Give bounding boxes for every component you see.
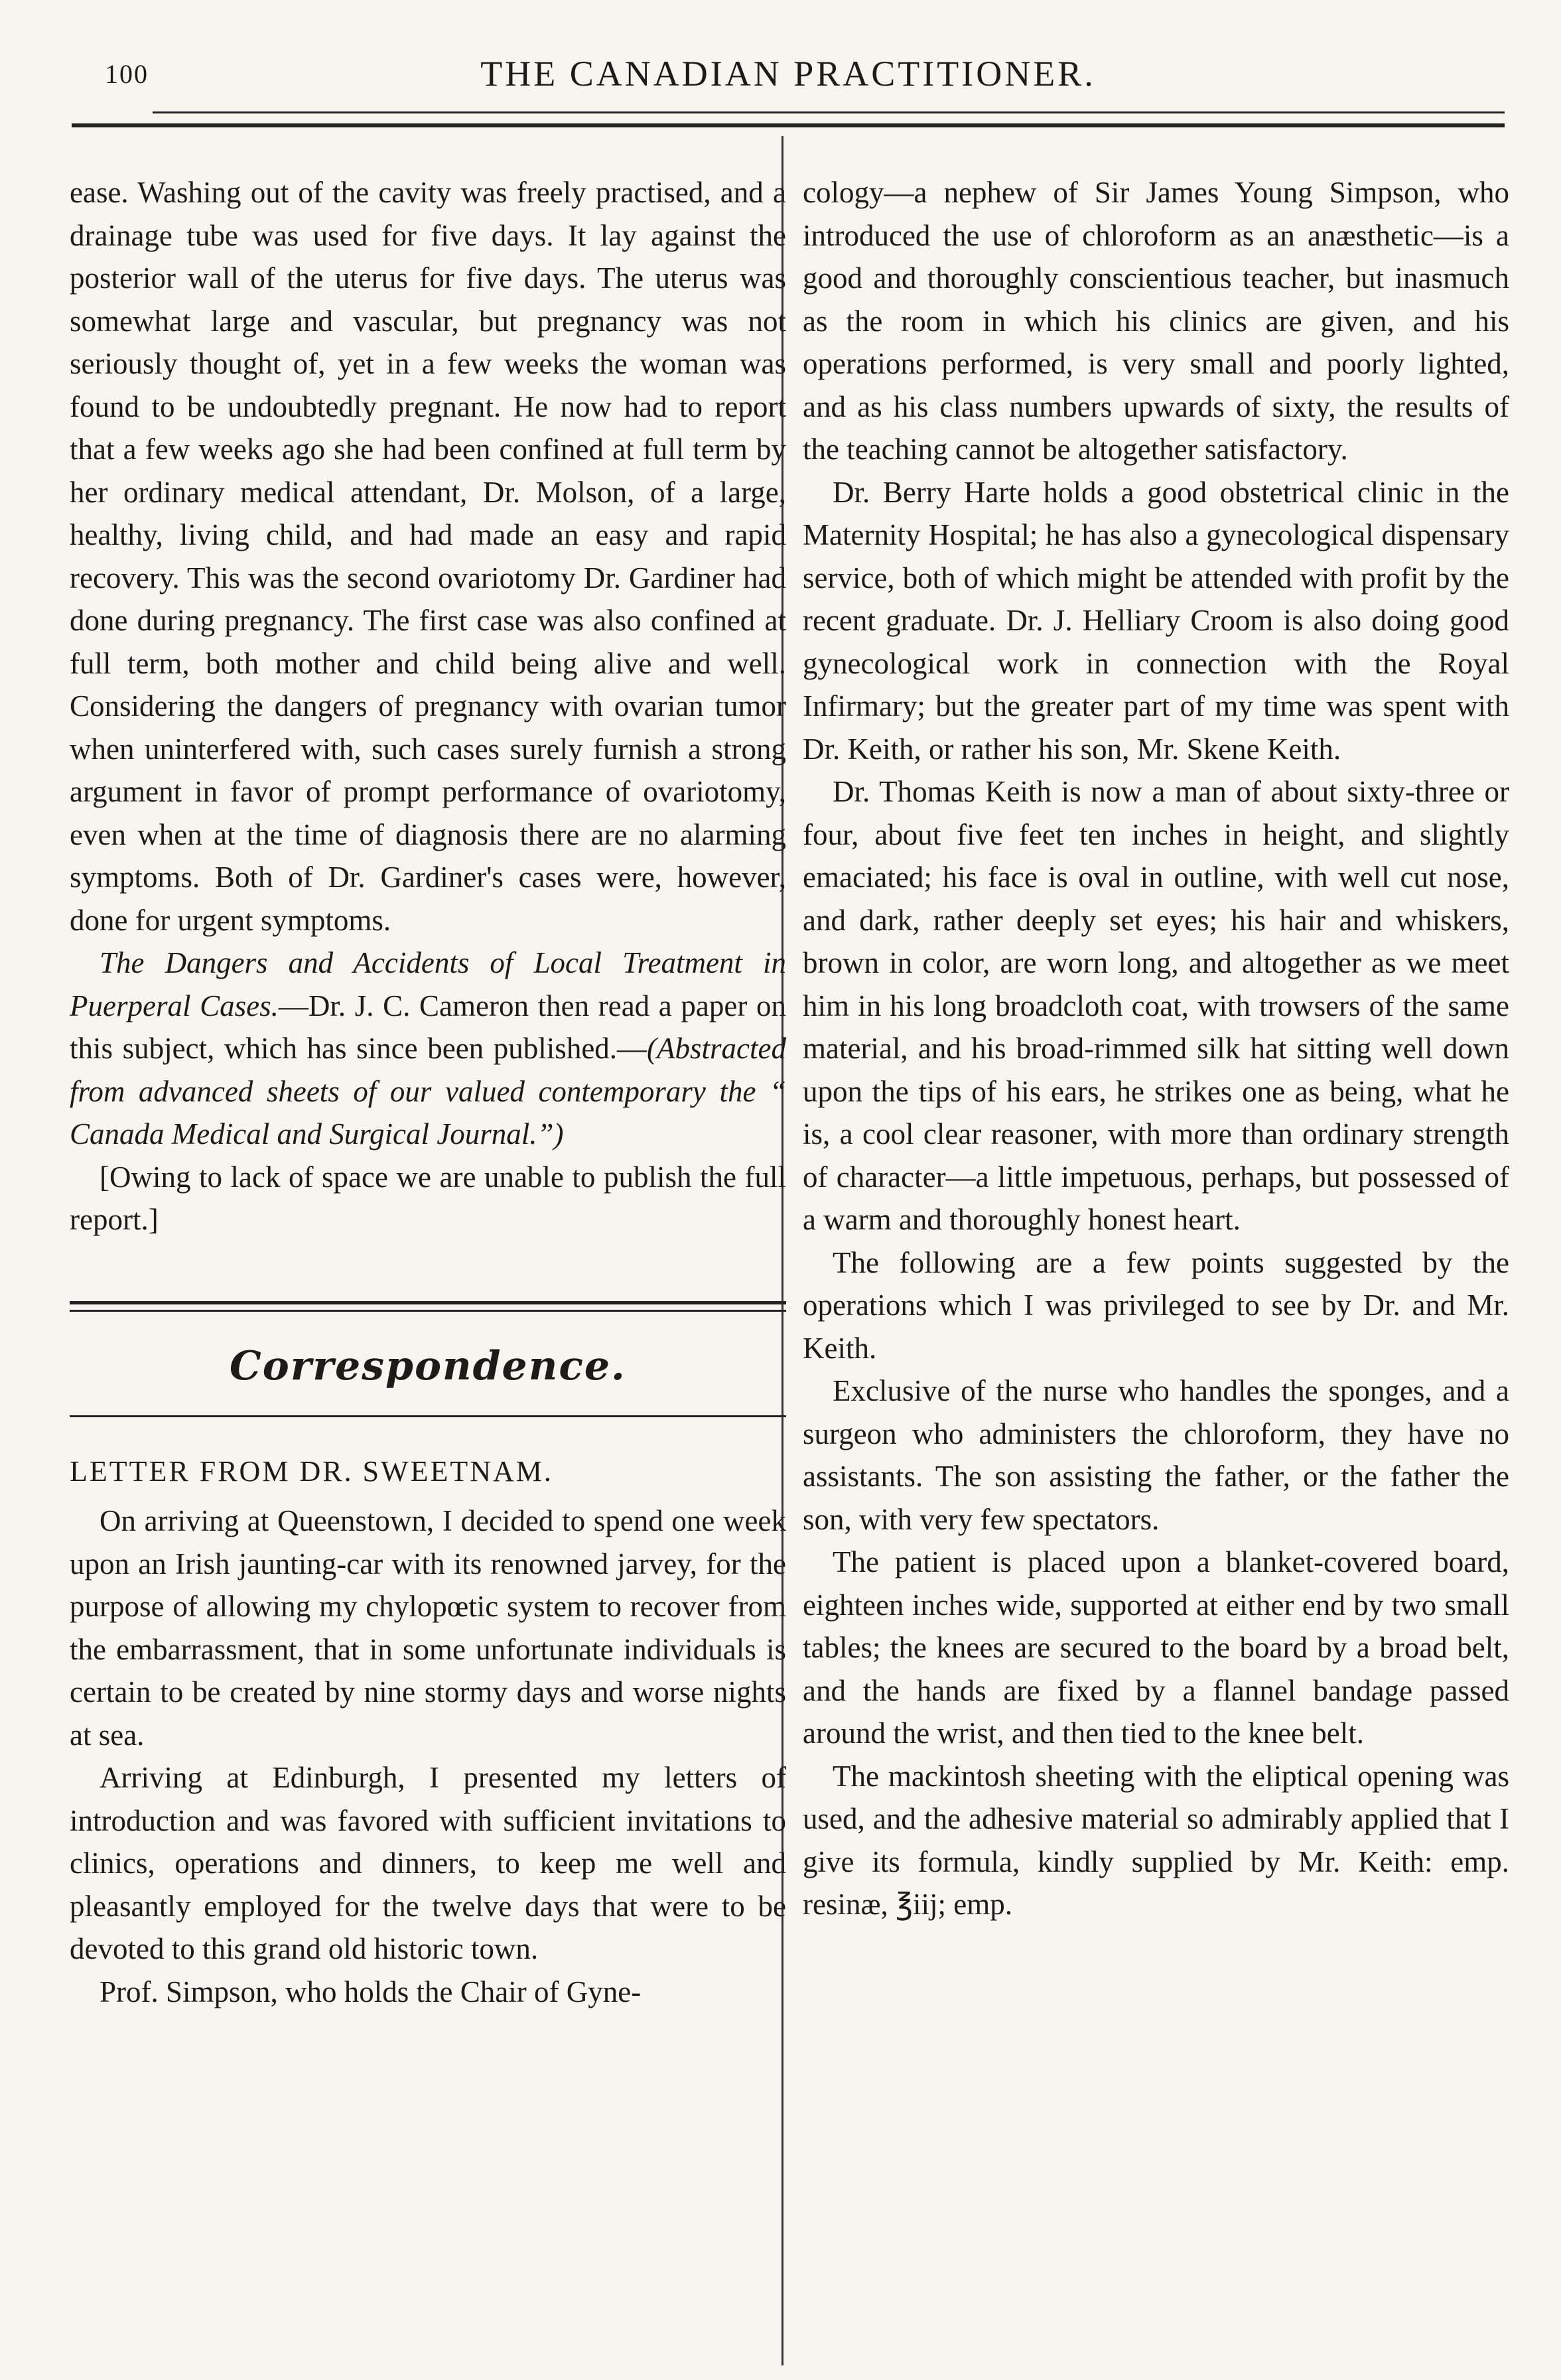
paragraph: The mackintosh sheeting with the eliptical opening was used, and the adhesive material so admirably applied that I give its formula, kindly supplied by Mr. Keith: emp. resinæ, ℥iij; emp. xyxy=(803,1759,1509,1921)
paragraph: ease. Washing out of the cavity was freely practised, and a drainage tube was used for five days. It lay against the posterior wall of the uterus for five days. The uterus was somewhat large and vascular, but pregnancy was not seriously thought of, yet in a few weeks the woman was found to be undoubtedly pregnant. He now had to report that a few weeks ago she had been confined at full term by her ordinary medical attendant, Dr. Molson, of a large, healthy, living child, and had made an easy and rapid recovery. This was the second ovariotomy Dr. Gardiner had done during pregnancy. The first case was also confined at full term, both mother and child being alive and well. Considering the dangers of pregnancy with ovarian tumor when uninterfered with, such cases surely furnish a strong argument in favor of prompt performance of ovariotomy, even when at the time of diagnosis there are no alarming symptoms. Both of Dr. Gardiner's cases were, however, done for urgent symptoms. xyxy=(70,176,786,937)
paragraph: Arriving at Edinburgh, I presented my letters of introduction and was favored with sufficient invitations to clinics, operations and dinners, to keep me well and pleasantly employed for the twelve days that were to be devoted to this grand old historic town. xyxy=(70,1761,786,1965)
journal-title: THE CANADIAN PRACTITIONER. xyxy=(480,54,1096,94)
letter-heading: LETTER FROM DR. SWEETNAM. xyxy=(70,1454,553,1488)
paragraph: cology—a nephew of Sir James Young Simpson, who introduced the use of chloroform as an anæsthetic—is a good and thoroughly conscientious teacher, but inasmuch as the room in which his clinics are given, and his operations performed, is very small and poorly lighted, and as his class numbers upwards of sixty, the results of the teaching cannot be altogether satisfactory. xyxy=(803,176,1509,466)
paragraph: The following are a few points suggested by the operations which I was privileged to see by Dr. and Mr. Keith. xyxy=(803,1245,1509,1365)
paragraph: The patient is placed upon a blanket-covered board, eighteen inches wide, supported at either end by two small tables; the knees are secured to the board by a broad belt, and the hands are fixed by a flannel bandage passed around the wrist, and then tied to the knee belt. xyxy=(803,1545,1509,1750)
editorial-note: [Owing to lack of space we are unable to publish the full report.] xyxy=(70,1160,786,1236)
paragraph: Dr. Berry Harte holds a good obstetrical clinic in the Maternity Hospital; he has also a gynecological dispensary service, both of which might be attended with profit by the recent graduate. Dr. J. Helliary Croom is also doing good gynecological work in connection with the Royal Infirmary; but the greater part of my time was spent with Dr. Keith, or rather his son, Mr. Skene Keith. xyxy=(803,475,1509,766)
page-number: 100 xyxy=(105,59,149,89)
section-title: Correspondence. xyxy=(230,1342,626,1389)
paragraph: Prof. Simpson, who holds the Chair of Gyne- xyxy=(100,1975,642,2008)
paragraph: On arriving at Queenstown, I decided to spend one week upon an Irish jaunting-car with its renowned jarvey, for the purpose of allowing my chylopœtic system to recover from the embarrassment, that in some unfortunate individuals is certain to be created by nine stormy days and worse nights at sea. xyxy=(70,1504,786,1752)
right-column xyxy=(803,171,1509,1926)
paragraph xyxy=(70,942,786,1156)
header-rule-thin xyxy=(153,111,1505,113)
paragraph: Exclusive of the nurse who handles the sponges, and a surgeon who administers the chloroform, they have no assistants. The son assisting the father, or the father the son, with very few spectators. xyxy=(803,1374,1509,1536)
source-note: (Abstracted from advanced sheets of our valued contemporary the “ Canada Medical and Surgical Journal.”) xyxy=(70,1032,786,1151)
paragraph: Dr. Thomas Keith is now a man of about sixty-three or four, about five feet ten inches in height, and slightly emaciated; his face is oval in outline, with well cut nose, and dark, rather deeply set eyes; his hair and whiskers, brown in color, are worn long, and altogether as we meet him in his long broadcloth coat, with trowsers of the same material, and his broad-rimmed silk hat sitting well down upon the tips of his ears, he strikes one as being, what he is, a cool clear reasoner, with more than ordinary strength of character—a little impetuous, perhaps, but possessed of a warm and thoroughly honest heart. xyxy=(803,775,1509,1236)
left-column xyxy=(70,171,786,2013)
page-header xyxy=(72,46,1505,106)
paragraph-text: —Dr. J. C. Cameron then read a paper on this subject, which has since been published.— xyxy=(70,989,786,1065)
header-rule-thick xyxy=(72,123,1505,127)
article-title: The Dangers and Accidents of Local Treatment in Puerperal Cases. xyxy=(70,946,786,1022)
